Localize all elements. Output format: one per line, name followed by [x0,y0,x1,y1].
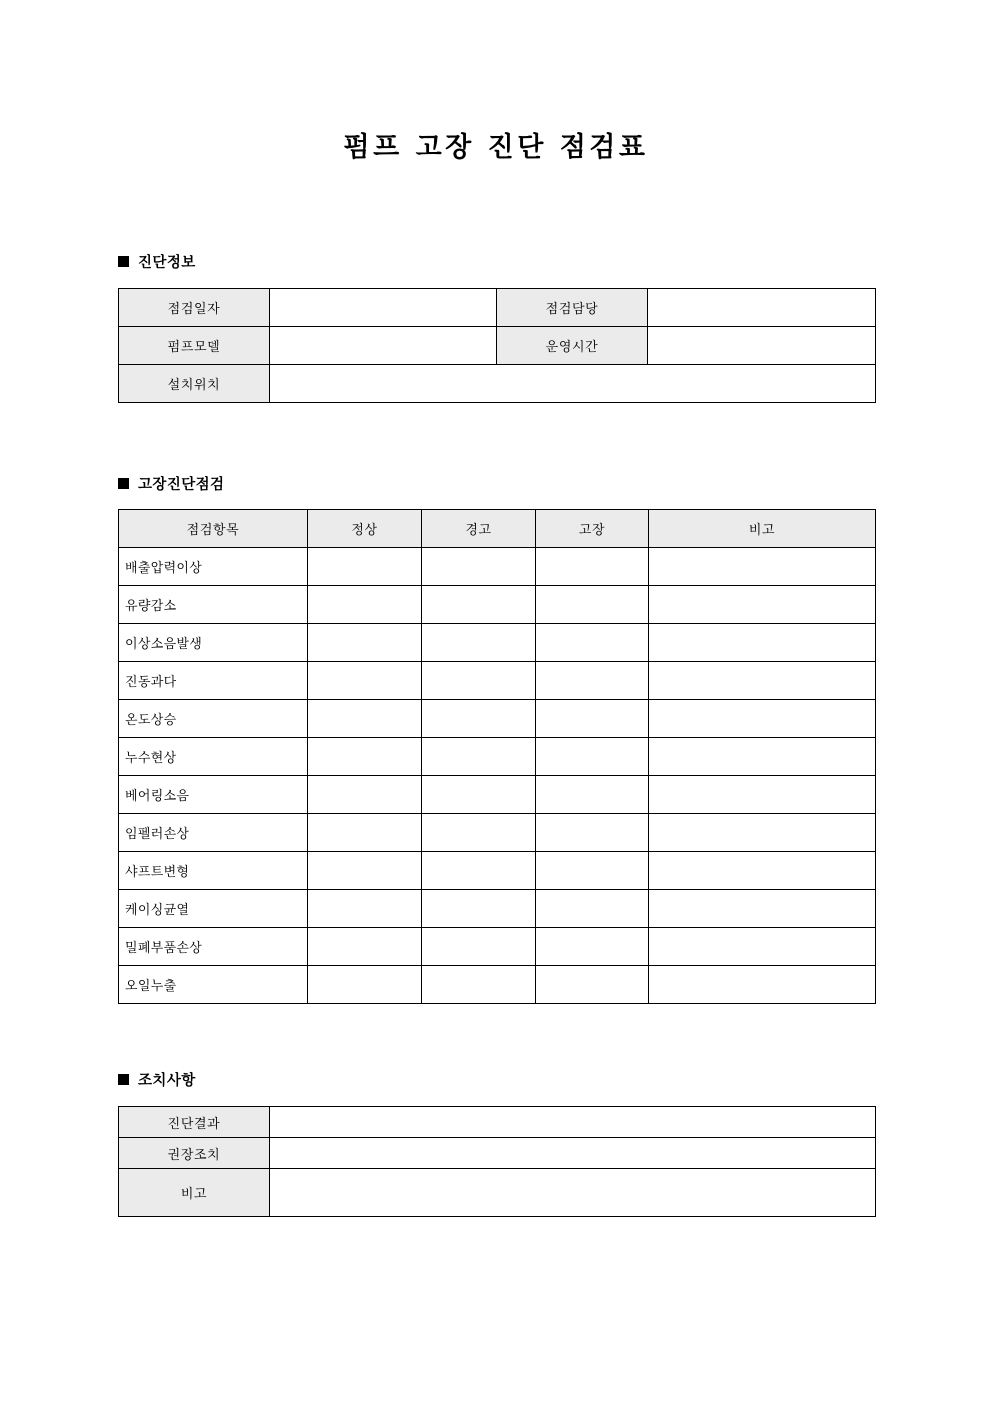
section-heading-info [118,251,196,272]
checklist-cell-warning[interactable] [422,890,536,928]
action-label-note: 비고 [119,1169,270,1217]
column-header-item: 점검항목 [119,510,308,548]
checklist-item-label: 베어링소음 [119,776,308,814]
checklist-cell-normal[interactable] [308,700,422,738]
checklist-cell-note[interactable] [649,738,876,776]
checklist-cell-fault[interactable] [536,890,649,928]
checklist-cell-fault[interactable] [536,624,649,662]
checklist-cell-fault[interactable] [536,814,649,852]
table-row [119,1107,876,1138]
checklist-cell-fault[interactable] [536,852,649,890]
checklist-cell-warning[interactable] [422,586,536,624]
info-value-operating-hours[interactable] [648,327,876,365]
info-label-pump-model: 펌프모델 [119,327,270,365]
info-label-operating-hours: 운영시간 [497,327,648,365]
checklist-item-label: 이상소음발생 [119,624,308,662]
checklist-cell-note[interactable] [649,776,876,814]
checklist-cell-note[interactable] [649,548,876,586]
checklist-item-label: 오일누출 [119,966,308,1004]
table-row [119,738,876,776]
table-row [119,365,876,403]
info-value-inspection-date[interactable] [270,289,497,327]
fault-diagnosis-checklist-table [118,509,876,1004]
table-row [119,289,876,327]
square-bullet-icon [118,1074,129,1085]
square-bullet-icon [118,256,129,267]
checklist-cell-warning[interactable] [422,738,536,776]
checklist-cell-note[interactable] [649,966,876,1004]
checklist-cell-fault[interactable] [536,776,649,814]
checklist-cell-normal[interactable] [308,890,422,928]
table-row [119,548,876,586]
column-header-fault: 고장 [536,510,649,548]
checklist-cell-warning[interactable] [422,852,536,890]
checklist-cell-warning[interactable] [422,814,536,852]
checklist-cell-normal[interactable] [308,966,422,1004]
checklist-item-label: 임펠러손상 [119,814,308,852]
table-row [119,928,876,966]
checklist-cell-fault[interactable] [536,548,649,586]
checklist-cell-normal[interactable] [308,624,422,662]
section-heading-action [118,1069,196,1090]
checklist-item-label: 진동과다 [119,662,308,700]
info-value-pump-model[interactable] [270,327,497,365]
column-header-warning: 경고 [422,510,536,548]
checklist-item-label: 온도상승 [119,700,308,738]
table-row [119,814,876,852]
info-label-inspection-date: 점검일자 [119,289,270,327]
action-label-diagnosis-result: 진단결과 [119,1107,270,1138]
column-header-normal: 정상 [308,510,422,548]
checklist-cell-note[interactable] [649,852,876,890]
table-row [119,776,876,814]
checklist-cell-warning[interactable] [422,548,536,586]
checklist-cell-normal[interactable] [308,814,422,852]
checklist-cell-normal[interactable] [308,776,422,814]
section-heading-info-label: 진단정보 [138,255,196,271]
checklist-cell-warning[interactable] [422,662,536,700]
table-row [119,966,876,1004]
checklist-cell-normal[interactable] [308,738,422,776]
action-value-diagnosis-result[interactable] [270,1107,876,1138]
table-row [119,1138,876,1169]
action-value-recommended-action[interactable] [270,1138,876,1169]
checklist-item-label: 유량감소 [119,586,308,624]
section-heading-checklist-label: 고장진단점검 [138,477,225,493]
checklist-cell-fault[interactable] [536,966,649,1004]
info-label-install-location: 설치위치 [119,365,270,403]
checklist-cell-fault[interactable] [536,586,649,624]
checklist-cell-fault[interactable] [536,662,649,700]
checklist-cell-note[interactable] [649,814,876,852]
square-bullet-icon [118,478,129,489]
table-row [119,700,876,738]
checklist-cell-warning[interactable] [422,966,536,1004]
info-label-inspector: 점검담당 [497,289,648,327]
checklist-cell-note[interactable] [649,662,876,700]
table-header-row [119,510,876,548]
table-row [119,327,876,365]
checklist-cell-note[interactable] [649,890,876,928]
checklist-cell-normal[interactable] [308,852,422,890]
checklist-item-label: 샤프트변형 [119,852,308,890]
checklist-item-label: 배출압력이상 [119,548,308,586]
checklist-cell-note[interactable] [649,586,876,624]
table-row [119,1169,876,1217]
checklist-cell-warning[interactable] [422,624,536,662]
table-row [119,890,876,928]
table-row [119,586,876,624]
info-value-inspector[interactable] [648,289,876,327]
action-value-note[interactable] [270,1169,876,1217]
checklist-cell-fault[interactable] [536,700,649,738]
column-header-note: 비고 [649,510,876,548]
checklist-cell-note[interactable] [649,624,876,662]
table-row [119,852,876,890]
checklist-cell-fault[interactable] [536,738,649,776]
checklist-item-label: 밀폐부품손상 [119,928,308,966]
action-label-recommended-action: 권장조치 [119,1138,270,1169]
page-title: 펌프 고장 진단 점검표 [343,132,649,163]
checklist-cell-normal[interactable] [308,662,422,700]
checklist-item-label: 케이싱균열 [119,890,308,928]
checklist-cell-normal[interactable] [308,548,422,586]
diagnosis-info-table [118,288,876,403]
info-value-install-location[interactable] [270,365,876,403]
checklist-body [119,548,876,1004]
checklist-cell-fault[interactable] [536,928,649,966]
section-heading-action-label: 조치사항 [138,1073,196,1089]
checklist-item-label: 누수현상 [119,738,308,776]
checklist-cell-warning[interactable] [422,776,536,814]
section-heading-checklist [118,473,224,494]
table-row [119,662,876,700]
action-items-table [118,1106,876,1217]
checklist-cell-warning[interactable] [422,928,536,966]
checklist-cell-note[interactable] [649,700,876,738]
table-row [119,624,876,662]
checklist-cell-normal[interactable] [308,928,422,966]
checklist-cell-normal[interactable] [308,586,422,624]
checklist-cell-note[interactable] [649,928,876,966]
checklist-cell-warning[interactable] [422,700,536,738]
